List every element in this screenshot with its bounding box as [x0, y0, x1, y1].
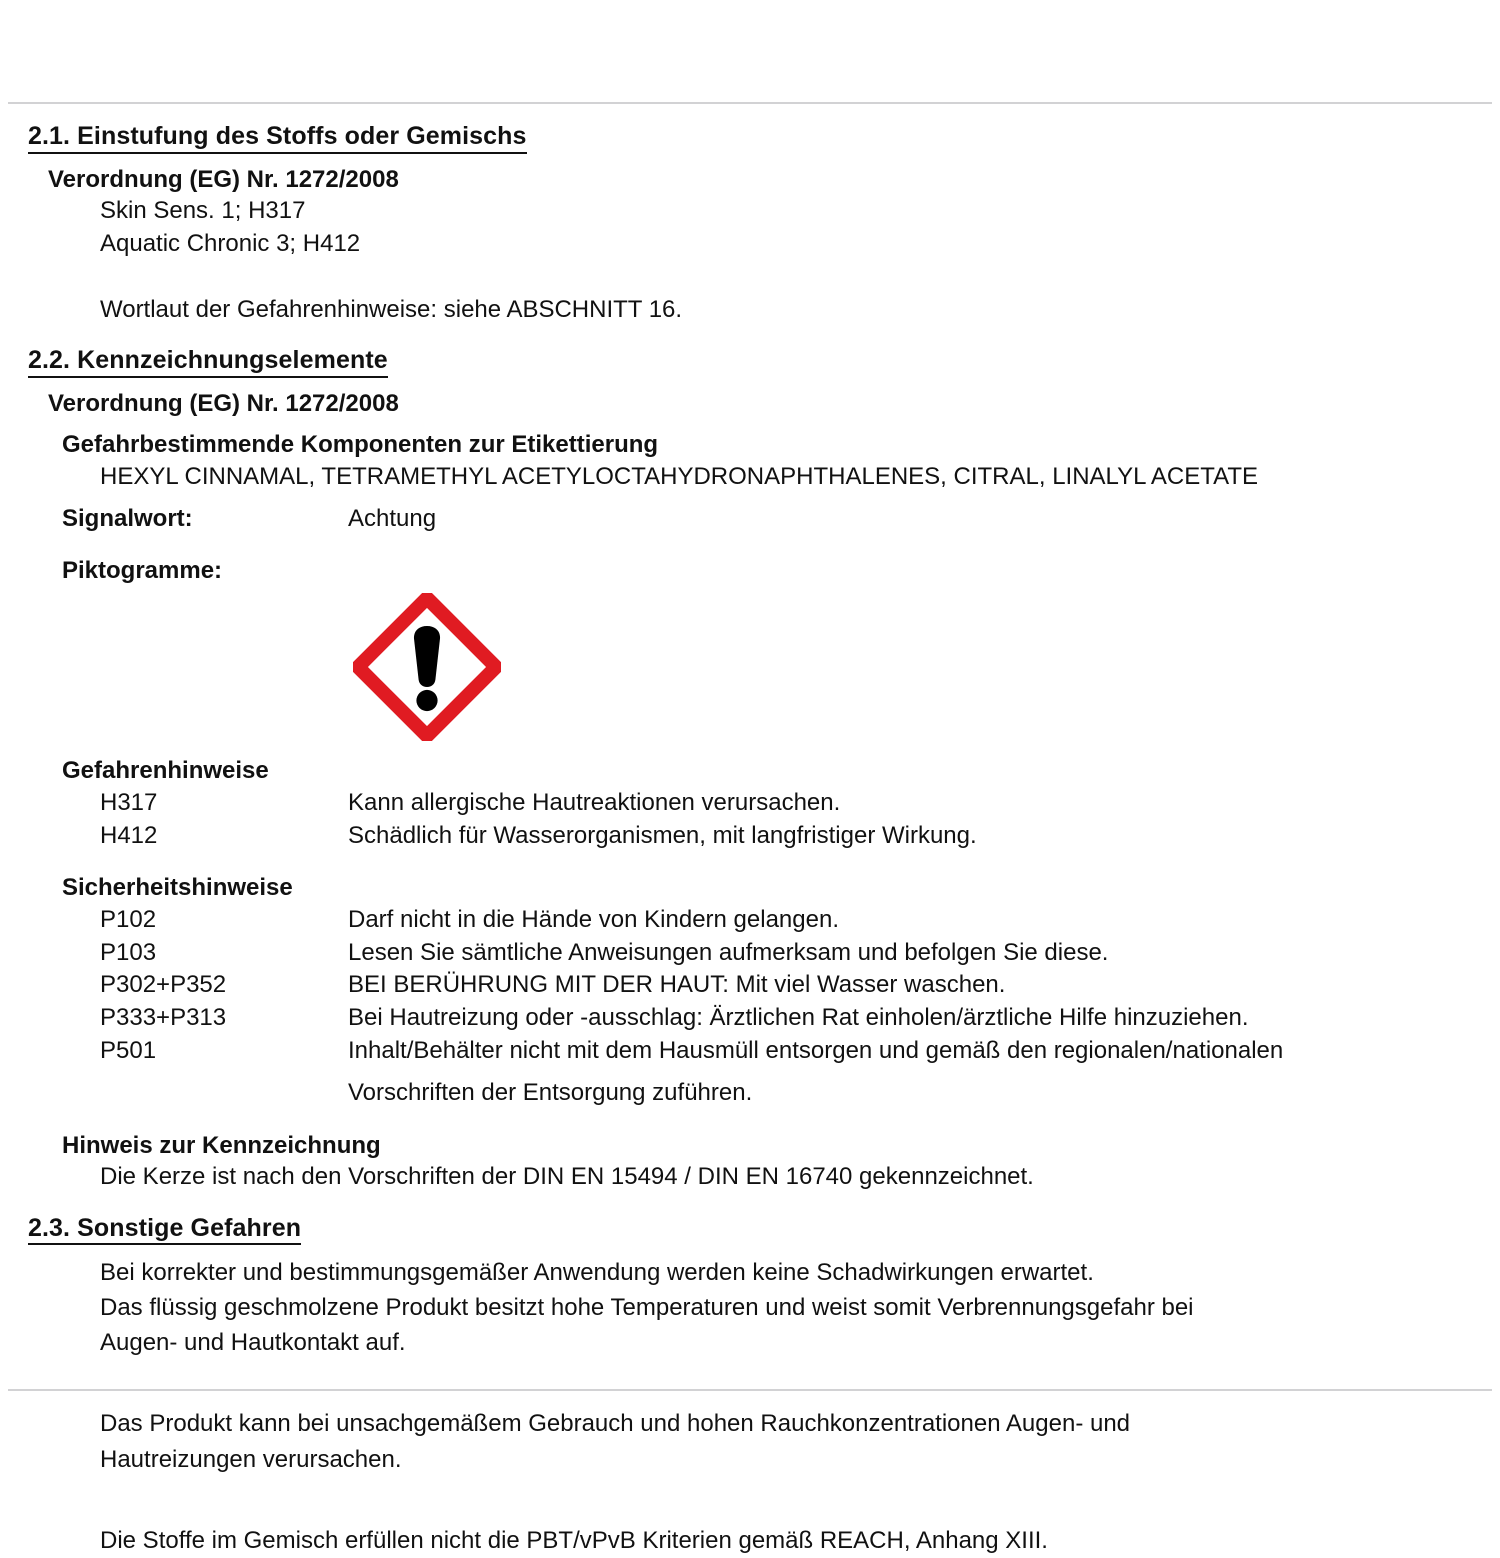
signal-word-row [62, 503, 1500, 535]
hazard-text: Kann allergische Hautreaktionen verursachen. [348, 789, 841, 817]
classification-item: Skin Sens. 1; H317 [100, 197, 306, 225]
pictogram-area [0, 593, 1500, 745]
signal-word-value: Achtung [348, 505, 437, 533]
precautionary-statement-row [100, 904, 1500, 937]
precautionary-code: P102 [100, 906, 157, 934]
spacer [0, 1067, 1500, 1077]
other-hazards-line: Hautreizungen verursachen. [100, 1445, 402, 1473]
spacer [0, 260, 1500, 294]
document-content [0, 104, 1500, 1558]
precautionary-code: P501 [100, 1036, 157, 1064]
precautionary-text: Darf nicht in die Hände von Kindern gelangen. [348, 906, 839, 934]
spacer [0, 535, 1500, 555]
precautionary-text: Inhalt/Behälter nicht mit dem Hausmüll entsorgen und gemäß den regionalen/nationalen [348, 1036, 1284, 1064]
precautionary-statement-row [100, 1035, 1500, 1068]
section-2-1-heading: 2.1. Einstufung des Stoffs oder Gemischs [28, 122, 527, 154]
spacer [0, 378, 1500, 388]
other-hazards-line: Das Produkt kann bei unsachgemäßem Gebrauch und hohen Rauchkonzentrationen Augen- und [100, 1410, 1131, 1438]
section-2-2-heading: 2.2. Kennzeichnungselemente [28, 346, 388, 378]
other-hazards-line: Augen- und Hautkontakt auf. [100, 1329, 406, 1357]
spacer [0, 1245, 1500, 1255]
section-2-1-note: Wortlaut der Gefahrenhinweise: siehe ABSCHNITT 16. [100, 295, 683, 323]
spacer [0, 154, 1500, 164]
spacer [0, 852, 1500, 872]
precautionary-statements-heading: Sicherheitshinweise [62, 874, 293, 902]
hazard-components-value: HEXYL CINNAMAL, TETRAMETHYL ACETYLOCTAHYDRONAPHTHALENES, CITRAL, LINALYL ACETATE [100, 462, 1259, 490]
hazard-statement-row [100, 787, 1500, 820]
signal-word-label: Signalwort: [62, 505, 193, 533]
precautionary-text: BEI BERÜHRUNG MIT DER HAUT: Mit viel Wasser waschen. [348, 971, 1006, 999]
section-2-2 [28, 346, 1500, 378]
precautionary-text: Bei Hautreizung oder -ausschlag: Ärztlichen Rat einholen/ärztliche Hilfe hinzuziehen. [348, 1003, 1249, 1031]
pictograms-label: Piktogramme: [62, 557, 223, 585]
spacer [0, 419, 1500, 429]
pictograms-row [62, 555, 1500, 587]
other-hazards-line: Das flüssig geschmolzene Produkt besitzt hohe Temperaturen und weist somit Verbrennungsgefahr bei [100, 1294, 1194, 1322]
classification-item: Aquatic Chronic 3; H412 [100, 229, 361, 257]
precautionary-code: P103 [100, 938, 157, 966]
hazard-text: Schädlich für Wasserorganismen, mit langfristiger Wirkung. [348, 821, 977, 849]
section-2-2-regulation: Verordnung (EG) Nr. 1272/2008 [48, 389, 399, 417]
precautionary-text-continuation: Vorschriften der Entsorgung zuführen. [348, 1079, 753, 1107]
hazard-statements-heading: Gefahrenhinweise [62, 757, 269, 785]
labelling-note-heading: Hinweis zur Kennzeichnung [62, 1131, 381, 1159]
section-2-3-heading: 2.3. Sonstige Gefahren [28, 1214, 301, 1246]
other-hazards-line: Bei korrekter und bestimmungsgemäßer Anwendung werden keine Schadwirkungen erwartet. [100, 1259, 1094, 1287]
precautionary-statement-row [100, 969, 1500, 1002]
precautionary-code: P302+P352 [100, 971, 227, 999]
ghs07-exclamation-mark-icon [353, 593, 501, 741]
precautionary-statement-row [100, 937, 1500, 970]
spacer [0, 493, 1500, 503]
spacer [0, 745, 1500, 755]
hazard-components-heading: Gefahrbestimmende Komponenten zur Etikettierung [62, 431, 659, 459]
hazard-statement-row [100, 820, 1500, 853]
hazard-code: H317 [100, 789, 158, 817]
precautionary-text: Lesen Sie sämtliche Anweisungen aufmerksam und befolgen Sie diese. [348, 938, 1109, 966]
hazard-code: H412 [100, 821, 158, 849]
precautionary-code: P333+P313 [100, 1003, 227, 1031]
spacer [0, 1110, 1500, 1130]
labelling-note-text: Die Kerze ist nach den Vorschriften der DIN EN 15494 / DIN EN 16740 gekennzeichnet. [100, 1163, 1034, 1191]
section-2-3 [28, 1214, 1500, 1246]
precautionary-statement-row [100, 1002, 1500, 1035]
pbt-vpvb-statement: Die Stoffe im Gemisch erfüllen nicht die PBT/vPvB Kriterien gemäß REACH, Anhang XIII. [100, 1526, 1048, 1554]
section-2-1 [28, 122, 1500, 154]
spacer [0, 1360, 1500, 1406]
section-2-1-regulation: Verordnung (EG) Nr. 1272/2008 [48, 165, 399, 193]
